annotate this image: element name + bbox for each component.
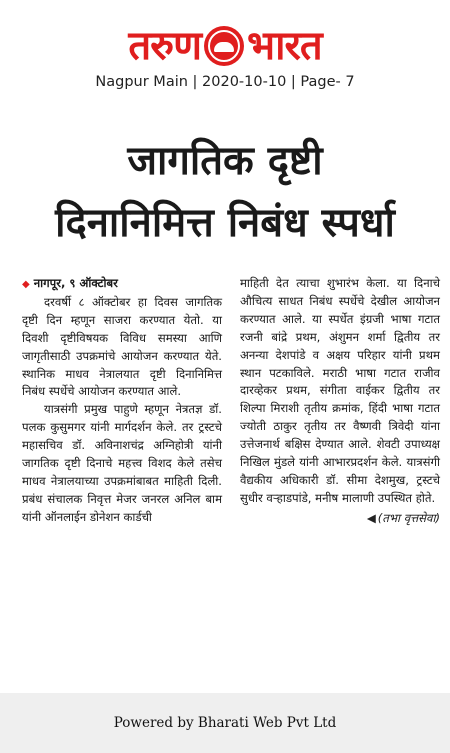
seal-icon	[204, 26, 244, 66]
headline-line-2: दिनानिमित्त निबंध स्पर्धा	[55, 200, 395, 246]
article-column-1	[22, 275, 222, 670]
masthead-logo	[0, 22, 450, 70]
masthead-word-right: भारत	[247, 23, 322, 69]
article-column-2	[240, 275, 440, 670]
headline	[0, 130, 450, 254]
dateline: ◆ नागपूर, ९ ऑक्टोबर	[22, 276, 118, 290]
article-body	[22, 275, 440, 670]
article-paragraph-3: माहिती देत त्याचा शुभारंभ केला. या दिनाचे औचित्य साधत निबंध स्पर्धेचे देखील आयोजन करण्यात आले. या स्पर्धेत इंग्रजी भाषा गटात रजनी बांद्रे प्रथम, अंशुमन शर्मा द्वितीय तर अनन्या देशपांडे व अक्षय परिहार यांनी प्रथम स्थान पटकाविले. मराठी भाषा गटात राजीव दारव्हेकर प्रथम, संगीता वाईकर द्वितीय तर शिल्पा मिराशी तृतीय क्रमांक, हिंदी भाषा गटात ज्योती ठाकुर तृतीय तर वैष्णवी त्रिवेदी यांना उत्तेजनार्थ बक्षिस देण्यात आले. शेवटी उपाध्यक्ष निखिल मुंडले यांनी आभारप्रदर्शन केले. यात्रसंगी वैद्यकीय अधिकारी डॉ. सीमा देशमुख, ट्रस्टचे सुधीर वऱ्हाडपांडे, मनीष मालाणी उपस्थित होते.	[240, 276, 440, 505]
triangle-marker-icon: ◀	[366, 510, 376, 525]
article-paragraph-2: यात्रसंगी प्रमुख पाहुणे म्हणून नेत्रतज्ञ डॉ. पलक कुसुमगर यांनी मार्गदर्शन केले. तर ट्रस्टचे महासचिव डॉ. अविनाशचंद्र अग्निहोत्री यांनी जागतिक दृष्टी दिनाचे महत्त्व विशद केले तसेच माधव नेत्रालयाच्या उपक्रमांबाबत माहिती दिली. प्रबंध संचालक निवृत्त मेजर जनरल अनिल बाम यांनी ऑनलाईन डोनेशन कार्डची	[22, 402, 222, 524]
headline-line-1: जागतिक दृष्टी	[127, 138, 323, 184]
footer-credit: Powered by Bharati Web Pvt Ltd	[113, 715, 337, 731]
edition-line: Nagpur Main | 2020-10-10 | Page- 7	[95, 74, 355, 90]
diamond-bullet-icon: ◆	[22, 279, 30, 290]
news-source: ◀ (तभा वृत्तसेवा)	[366, 510, 440, 525]
footer-bar	[0, 693, 450, 753]
masthead-word-left: तरुण	[128, 23, 201, 69]
article-paragraph-1: दरवर्षी ८ ऑक्टोबर हा दिवस जागतिक दृष्टी दिन म्हणून साजरा करण्यात येतो. या दिवशी दृष्टीविषयक विविध समस्या आणि जागृतीसाठी उपक्रमांचे आयोजन करण्यात येते. स्थानिक माधव नेत्रालयात दृष्टी दिनानिमित्त निबंध स्पर्धेचे आयोजन करण्यात आले.	[22, 294, 222, 399]
